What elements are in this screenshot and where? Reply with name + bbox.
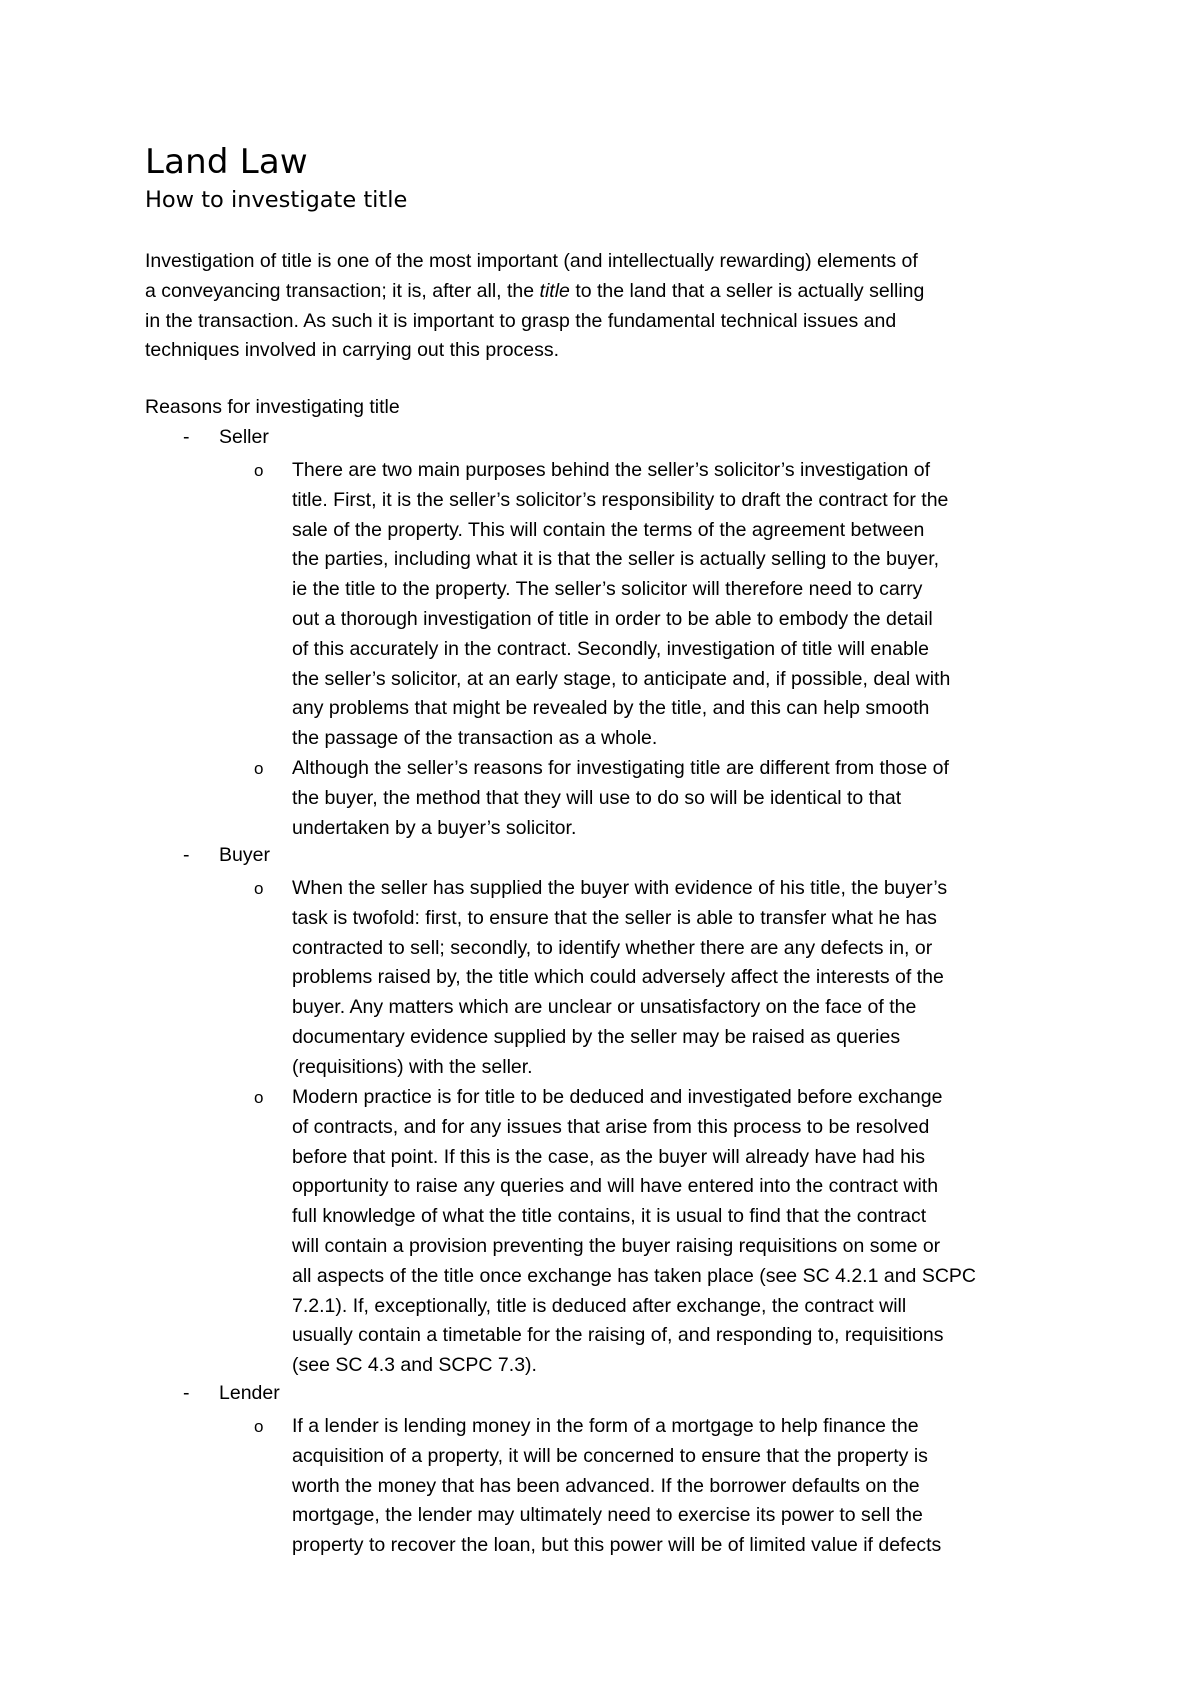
bullet-marker: o bbox=[254, 759, 264, 778]
intro-line: techniques involved in carrying out this process. bbox=[145, 339, 560, 362]
bullet-text: When the seller has supplied the buyer with evidence of his title, the buyer’s task is twofold: first, to ensure that the seller is able to transfer what he has contracted to sell; secondly, to identify whether there are any defects in, or problems raised by, the title which could adversely affect the interests of the buyer. Any matters which are unclear or unsatisfactory on the face of the documentary evidence supplied by the seller may be raised as queries (requisitions) with the seller. bbox=[292, 877, 948, 1078]
bullet-text: There are two main purposes behind the seller’s solicitor’s investigation of title. First, it is the seller’s solicitor’s responsibility to draft the contract for the sale of the property. This will contain the terms of the agreement between the parties, including what it is that the seller is actually selling to the buyer, ie the title to the property. The seller’s solicitor will therefore need to carry out a thorough investigation of title in order to be able to embody the detail of this accurately in the contract. Secondly, investigation of title will enable the seller’s solicitor, at an early stage, to anticipate and, if possible, deal with any problems that might be revealed by the title, and this can help smooth the passage of the transaction as a whole. bbox=[292, 459, 951, 750]
dash-marker: - bbox=[183, 1382, 190, 1404]
intro-line: Investigation of title is one of the most important (and intellectually rewarding) elements of bbox=[145, 250, 918, 272]
bullet-marker: o bbox=[254, 879, 264, 898]
list-item-label: Seller bbox=[219, 426, 269, 448]
list-item-label: Lender bbox=[219, 1382, 280, 1404]
intro-line: in the transaction. As such it is important to grasp the fundamental technical issues and bbox=[145, 309, 897, 332]
bullet-marker: o bbox=[254, 1417, 264, 1436]
bullet-text: Although the seller’s reasons for investigating title are different from those of the buyer, the method that they will use to do so will be identical to that undertaken by a buyer’s solicitor. bbox=[292, 757, 949, 839]
list-item-label: Buyer bbox=[219, 844, 270, 866]
intro-line: a conveyancing transaction; it is, after all, the title to the land that a seller is actually selling bbox=[145, 279, 925, 302]
document-title: Land Law bbox=[145, 142, 308, 182]
intro-italic-word: title bbox=[539, 279, 570, 302]
bullet-marker: o bbox=[254, 461, 264, 480]
bullet-text: Modern practice is for title to be deduced and investigated before exchange of contracts, and for any issues that arise from this process to be resolved before that point. If this is the case, as the buyer will already have had his opportunity to raise any queries and will have entered into the contract with full knowledge of what the title contains, it is usual to find that the contract will contain a provision preventing the buyer raising requisitions on some or all aspects of the title once exchange has taken place (see SC 4.2.1 and SCPC 7.2.1). If, exceptionally, title is deduced after exchange, the contract will usually contain a timetable for the raising of, and responding to, requisitions (see SC 4.3 and SCPC 7.3). bbox=[292, 1086, 976, 1377]
bullet-text: If a lender is lending money in the form of a mortgage to help finance the acquisition of a property, it will be concerned to ensure that the property is worth the money that has been advanced. If the borrower defaults on the mortgage, the lender may ultimately need to exercise its power to sell the property to recover the loan, but this power will be of limited value if defects bbox=[292, 1415, 942, 1557]
document-subtitle: How to investigate title bbox=[145, 187, 408, 213]
intro-paragraph bbox=[145, 247, 1065, 366]
list-item-seller bbox=[183, 426, 269, 449]
dash-marker: - bbox=[183, 426, 190, 448]
list-item-buyer bbox=[183, 844, 270, 867]
dash-marker: - bbox=[183, 844, 190, 866]
section-heading: Reasons for investigating title bbox=[145, 396, 400, 418]
bullet-marker: o bbox=[254, 1088, 264, 1107]
list-item-lender bbox=[183, 1382, 280, 1405]
